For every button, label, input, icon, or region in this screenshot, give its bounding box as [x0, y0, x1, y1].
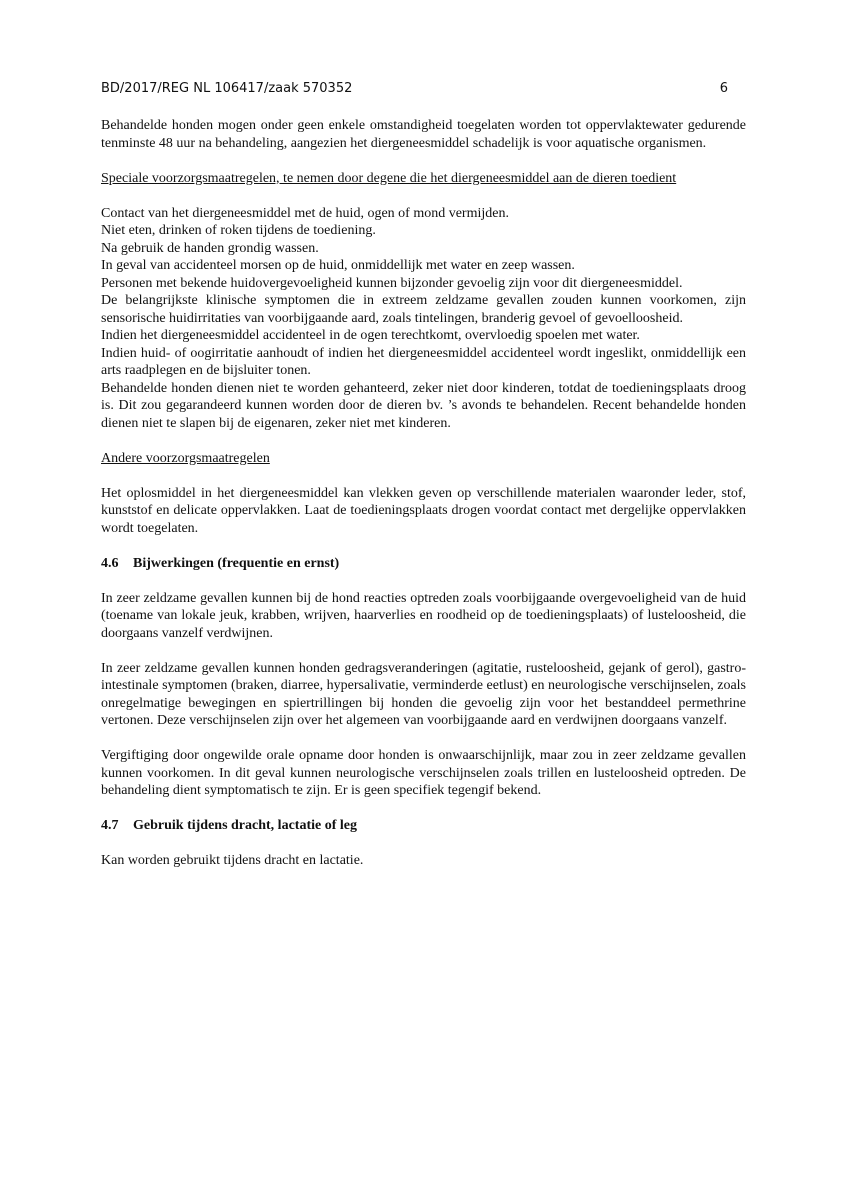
paragraph: Personen met bekende huidovergevoeligheid kunnen bijzonder gevoelig zijn voor dit diergeneesmiddel. [101, 275, 683, 291]
paragraph: Kan worden gebruikt tijdens dracht en lactatie. [101, 853, 364, 868]
paragraph: Indien huid- of oogirritatie aanhoudt of indien het diergeneesmiddel accidenteel wordt ingeslikt, onmiddellijk een arts raadplegen en de bijsluiter tonen. [101, 345, 746, 378]
section-number: 4.7 [101, 818, 119, 833]
section-heading-special-precautions: Speciale voorzorgsmaatregelen, te nemen door degene die het diergeneesmiddel aan de dieren toedient [101, 170, 677, 186]
paragraph: Indien het diergeneesmiddel accidenteel in de ogen terechtkomt, overvloedig spoelen met water. [101, 328, 640, 343]
page-header [101, 81, 728, 97]
page-number: 6 [719, 81, 728, 96]
paragraph: Behandelde honden dienen niet te worden gehanteerd, zeker niet door kinderen, totdat de toedieningsplaats droog is. Dit zou gegarandeerd kunnen worden door de dieren bv. ’s avonds te behandelen. Recent behandelde honden dienen niet te slapen bij de eigenaren, zeker niet met kinderen. [101, 380, 746, 431]
paragraph: Niet eten, drinken of roken tijdens de toediening. [101, 223, 376, 238]
paragraph: De belangrijkste klinische symptomen die in extreem zeldzame gevallen zouden kunnen voorkomen, zijn sensorische huidirritaties van voorbijgaande aard, zoals tintelingen, branderig gevoel of gevoelloosheid. [101, 293, 746, 326]
paragraph: In zeer zeldzame gevallen kunnen honden gedragsveranderingen (agitatie, rusteloosheid, gejank of gerol), gastro-intestinale symptomen (braken, diarree, hypersalivatie, verminderde eetlust) en neurologische verschijnselen, zoals onregelmatige bewegingen en spiertrillingen bij honden die gevoelig zijn voor het bestanddeel permethrine vertonen. Deze verschijnselen zijn over het algemeen van voorbijgaande aard en verdwijnen doorgaans vanzelf. [101, 660, 746, 728]
section-heading-4-7 [101, 817, 746, 835]
paragraph: Vergiftiging door ongewilde orale opname door honden is onwaarschijnlijk, maar zou in zeer zeldzame gevallen kunnen voorkomen. In dit geval kunnen neurologische verschijnselen zoals trillen en lusteloosheid optreden. De behandeling dient symptomatisch te zijn. Er is geen specifiek tegengif bekend. [101, 748, 746, 798]
section-title: Gebruik tijdens dracht, lactatie of leg [133, 818, 357, 833]
paragraph: Het oplosmiddel in het diergeneesmiddel kan vlekken geven op verschillende materialen waaronder leder, stof, kunststof en delicate oppervlakken. Laat de toedieningsplaats drogen voordat contact met dergelijke oppervlakken wordt toegelaten. [101, 485, 746, 536]
section-heading-4-6 [101, 555, 746, 573]
section-number: 4.6 [101, 555, 119, 571]
section-title: Bijwerkingen (frequentie en ernst) [133, 555, 340, 571]
paragraph: In geval van accidenteel morsen op de huid, onmiddellijk met water en zeep wassen. [101, 258, 575, 273]
paragraph: Na gebruik de handen grondig wassen. [101, 240, 319, 256]
paragraph: Behandelde honden mogen onder geen enkele omstandigheid toegelaten worden tot oppervlaktewater gedurende tenminste 48 uur na behandeling, aangezien het diergeneesmiddel schadelijk is voor aquatische organismen. [101, 118, 746, 151]
document-body [101, 117, 746, 870]
section-heading-other-precautions: Andere voorzorgsmaatregelen [101, 450, 270, 466]
paragraph: In zeer zeldzame gevallen kunnen bij de hond reacties optreden zoals voorbijgaande overgevoeligheid van de huid (toename van lokale jeuk, krabben, wrijven, haarverlies en roodheid op de toedieningsplaats) of lusteloosheid, die doorgaans vanzelf verdwijnen. [101, 590, 746, 641]
document-reference: BD/2017/REG NL 106417/zaak 570352 [101, 81, 353, 96]
paragraph: Contact van het diergeneesmiddel met de huid, ogen of mond vermijden. [101, 205, 509, 221]
